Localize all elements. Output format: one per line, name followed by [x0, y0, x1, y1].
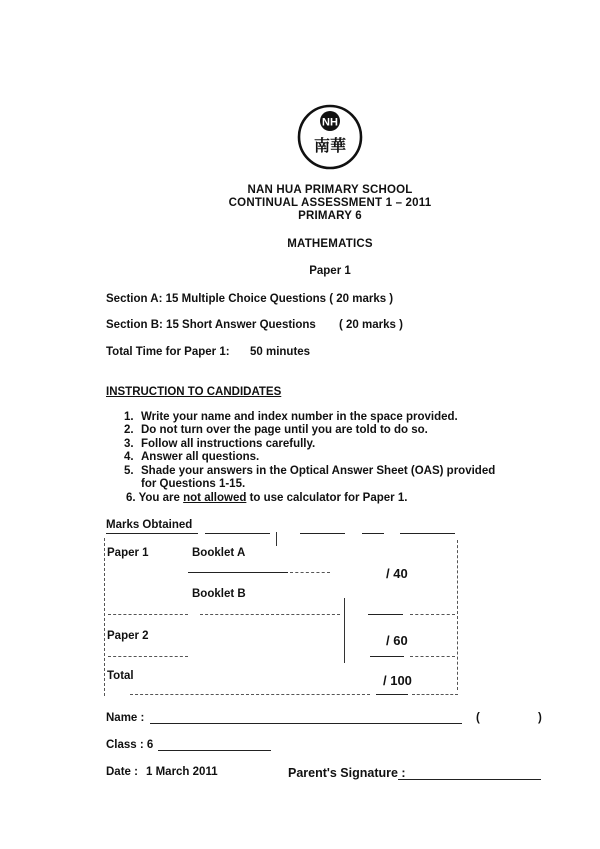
paper-title: Paper 1 — [309, 265, 351, 277]
instructions-heading: INSTRUCTION TO CANDIDATES — [106, 386, 282, 398]
index-paren-open: ( — [476, 712, 480, 724]
level-title: PRIMARY 6 — [298, 210, 362, 222]
grand-total-marks: / 100 — [383, 673, 412, 688]
subject-title: MATHEMATICS — [287, 238, 373, 250]
instruction-item: 4. Answer all questions. — [124, 451, 260, 464]
date-value: 1 March 2011 — [146, 766, 218, 778]
class-label: Class : 6 — [106, 739, 154, 751]
instruction-item: for Questions 1-15. — [141, 478, 246, 491]
paper2-total-marks: / 60 — [386, 633, 408, 648]
paper1-total-marks: / 40 — [386, 566, 408, 581]
paper2-label: Paper 2 — [107, 630, 149, 642]
section-b-marks: ( 20 marks ) — [339, 319, 403, 331]
booklet-a-label: Booklet A — [192, 547, 246, 559]
date-label: Date : — [106, 766, 138, 778]
section-b-label: Section B: 15 Short Answer Questions — [106, 319, 316, 331]
instruction-item: 5. Shade your answers in the Optical Answer Sheet (OAS) provided — [124, 464, 496, 477]
instructions-list — [124, 411, 495, 491]
signature-field[interactable] — [398, 779, 541, 780]
total-time-value: 50 minutes — [250, 346, 311, 358]
total-time-label: Total Time for Paper 1: — [106, 346, 230, 358]
index-paren-close: ) — [538, 712, 542, 724]
name-label: Name : — [106, 712, 145, 724]
instruction-item: 2. Do not turn over the page until you are told to do so. — [124, 424, 428, 437]
booklet-b-label: Booklet B — [192, 588, 246, 600]
not-allowed-emphasis: not allowed — [183, 492, 247, 504]
logo-initials: NH — [322, 116, 338, 129]
signature-label: Parent's Signature : — [288, 766, 406, 780]
school-logo — [297, 104, 363, 170]
assessment-title: CONTINUAL ASSESSMENT 1 – 2011 — [228, 197, 432, 209]
total-label: Total — [107, 670, 134, 682]
index-number-field[interactable] — [487, 711, 535, 725]
section-a: Section A: 15 Multiple Choice Questions ( 20 marks ) — [106, 293, 394, 305]
instruction-item: 3. Follow all instructions carefully. — [124, 437, 316, 450]
name-field[interactable] — [150, 723, 462, 724]
logo-chinese: 南華 — [313, 136, 347, 155]
school-name: NAN HUA PRIMARY SCHOOL — [247, 184, 413, 196]
marks-obtained-title: Marks Obtained — [106, 519, 193, 531]
paper1-label: Paper 1 — [107, 547, 149, 559]
class-field[interactable] — [158, 750, 271, 751]
instruction-item-6: 6. You are not allowed to use calculator for Paper 1. — [126, 492, 408, 504]
instruction-item: 1. Write your name and index number in the space provided. — [124, 411, 458, 423]
